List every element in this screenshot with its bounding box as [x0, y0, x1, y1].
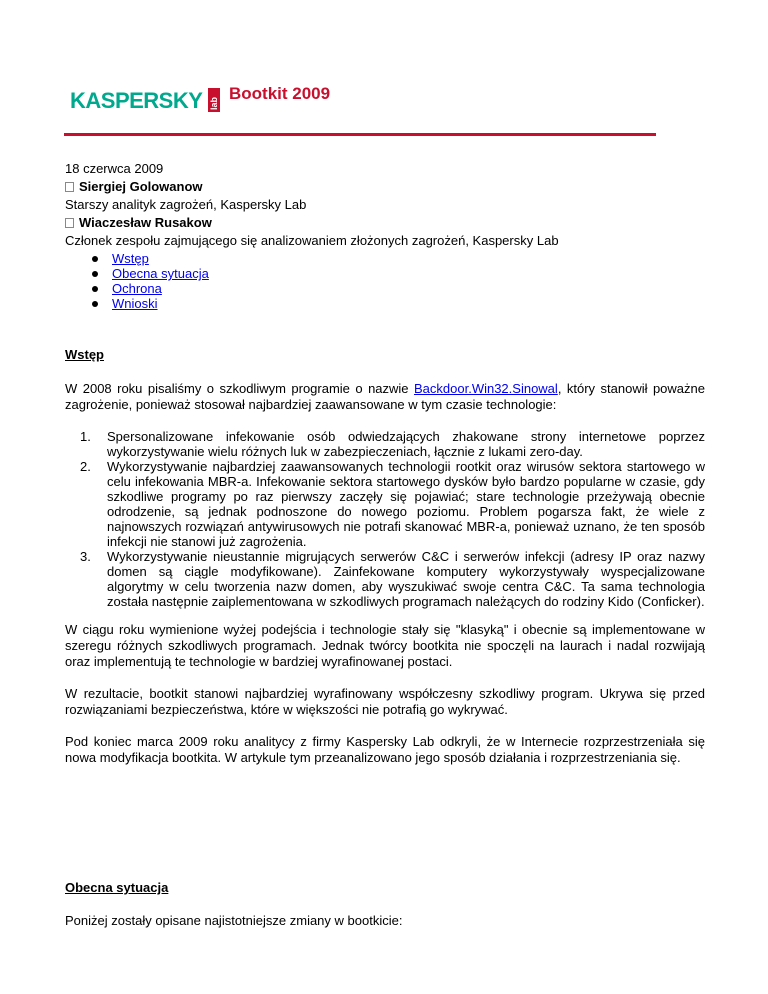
publication-date: 18 czerwca 2009: [65, 161, 164, 176]
current-paragraph-1: Poniżej zostały opisane najistotniejsze zmiany w bootkicie:: [65, 913, 403, 928]
toc-link-wstep[interactable]: Wstęp: [112, 251, 149, 266]
intro-paragraph-3: W rezultacie, bootkit stanowi najbardziej wyrafinowany współczesny szkodliwy program. Ukrywa się przed rozwiązaniami bezpieczeństwa, które w większości nie potrafią go wykrywać.: [65, 686, 705, 717]
list-item: 2. Wykorzystywanie najbardziej zaawansowanych technologii rootkit oraz wirusów sektora startowego w celu infekowania MBR-a. Infekowanie sektora startowego dysków było bardzo popularne w czasie, gdy szkodliwe programy po raz pierwszy zaczęły się pojawiać; stare technologie przeżywają obecnie odrodzenie, są jednak podnoszone do nowego poziomu. Problem pogarsza fakt, że wiele z najnowszych rozwiązań antywirusowych nie potrafi skanować MBR-a, ponieważ uznano, że ten sposób infekcji nie stanowi już zagrożenia.: [80, 459, 705, 549]
toc-item: [92, 251, 209, 266]
toc-link-ochrona[interactable]: Ochrona: [112, 281, 162, 296]
toc-item: [92, 281, 209, 296]
author-1-name: Siergiej Golowanow: [79, 179, 203, 194]
toc-link-obecna-sytuacja[interactable]: Obecna sytuacja: [112, 266, 209, 281]
author-1: [65, 178, 559, 196]
toc-link-wnioski[interactable]: Wnioski: [112, 296, 158, 311]
author-1-role: Starszy analityk zagrożeń, Kaspersky Lab: [65, 197, 307, 212]
missing-glyph-icon: [65, 218, 74, 228]
page-title: Bootkit 2009: [229, 84, 331, 103]
svg-text:lab: lab: [209, 96, 219, 110]
svg-text:KASPERSKY: KASPERSKY: [70, 88, 203, 113]
author-2: [65, 214, 559, 232]
kaspersky-logo: [70, 86, 222, 116]
author-2-role: Członek zespołu zajmującego się analizowaniem złożonych zagrożeń, Kaspersky Lab: [65, 233, 559, 248]
author-2-name: Wiaczesław Rusakow: [79, 215, 212, 230]
section-heading-obecna-sytuacja: Obecna sytuacja: [65, 880, 169, 895]
intro-paragraph-2: W ciągu roku wymienione wyżej podejścia i technologie stały się "klasyką" i obecnie są implementowane w szeregu różnych szkodliwych programach. Jednak twórcy bootkita nie spoczęli na laurach i nadal rozwijają oraz implementują te technologie w bardziej wyrafinowanej postaci.: [65, 622, 705, 669]
logo-graphic: [70, 86, 222, 116]
header-divider: [64, 133, 656, 136]
missing-glyph-icon: [65, 182, 74, 192]
sinowal-link[interactable]: Backdoor.Win32.Sinowal: [414, 381, 558, 396]
technologies-list: [65, 429, 705, 609]
section-heading-wstep: Wstęp: [65, 347, 104, 362]
list-item: 1. Spersonalizowane infekowanie osób odwiedzających zhakowane strony internetowe poprzez wykorzystywanie wielu różnych luk w zabezpieczeniach, łącznie z lukami zero-day.: [80, 429, 705, 459]
intro-paragraph-1: W 2008 roku pisaliśmy o szkodliwym programie o nazwie Backdoor.Win32.Sinowal, który stanowił poważne zagrożenie, ponieważ stosował najbardziej zaawansowane w tym czasie technologie:: [65, 381, 705, 412]
table-of-contents: [92, 251, 209, 311]
intro-paragraph-4: Pod koniec marca 2009 roku analitycy z firmy Kaspersky Lab odkryli, że w Internecie rozprzestrzeniała się nowa modyfikacja bootkita. W artykule tym przeanalizowano jego sposób działania i rozprzestrzeniania się.: [65, 734, 705, 765]
toc-item: [92, 296, 209, 311]
toc-item: [92, 266, 209, 281]
article-meta: [65, 160, 559, 250]
list-item: 3. Wykorzystywanie nieustannie migrujących serwerów C&C i serwerów infekcji (adresy IP oraz nazwy domen są ciągle modyfikowane). Zainfekowane komputery wykorzystywały wyspecjalizowane algorytmy w celu tworzenia nazw domen, aby wyszukiwać swoje centra C&C. Ta sama technologia została następnie zaiplementowana w szkodliwych programach należących do rodziny Kido (Conficker).: [80, 549, 705, 609]
